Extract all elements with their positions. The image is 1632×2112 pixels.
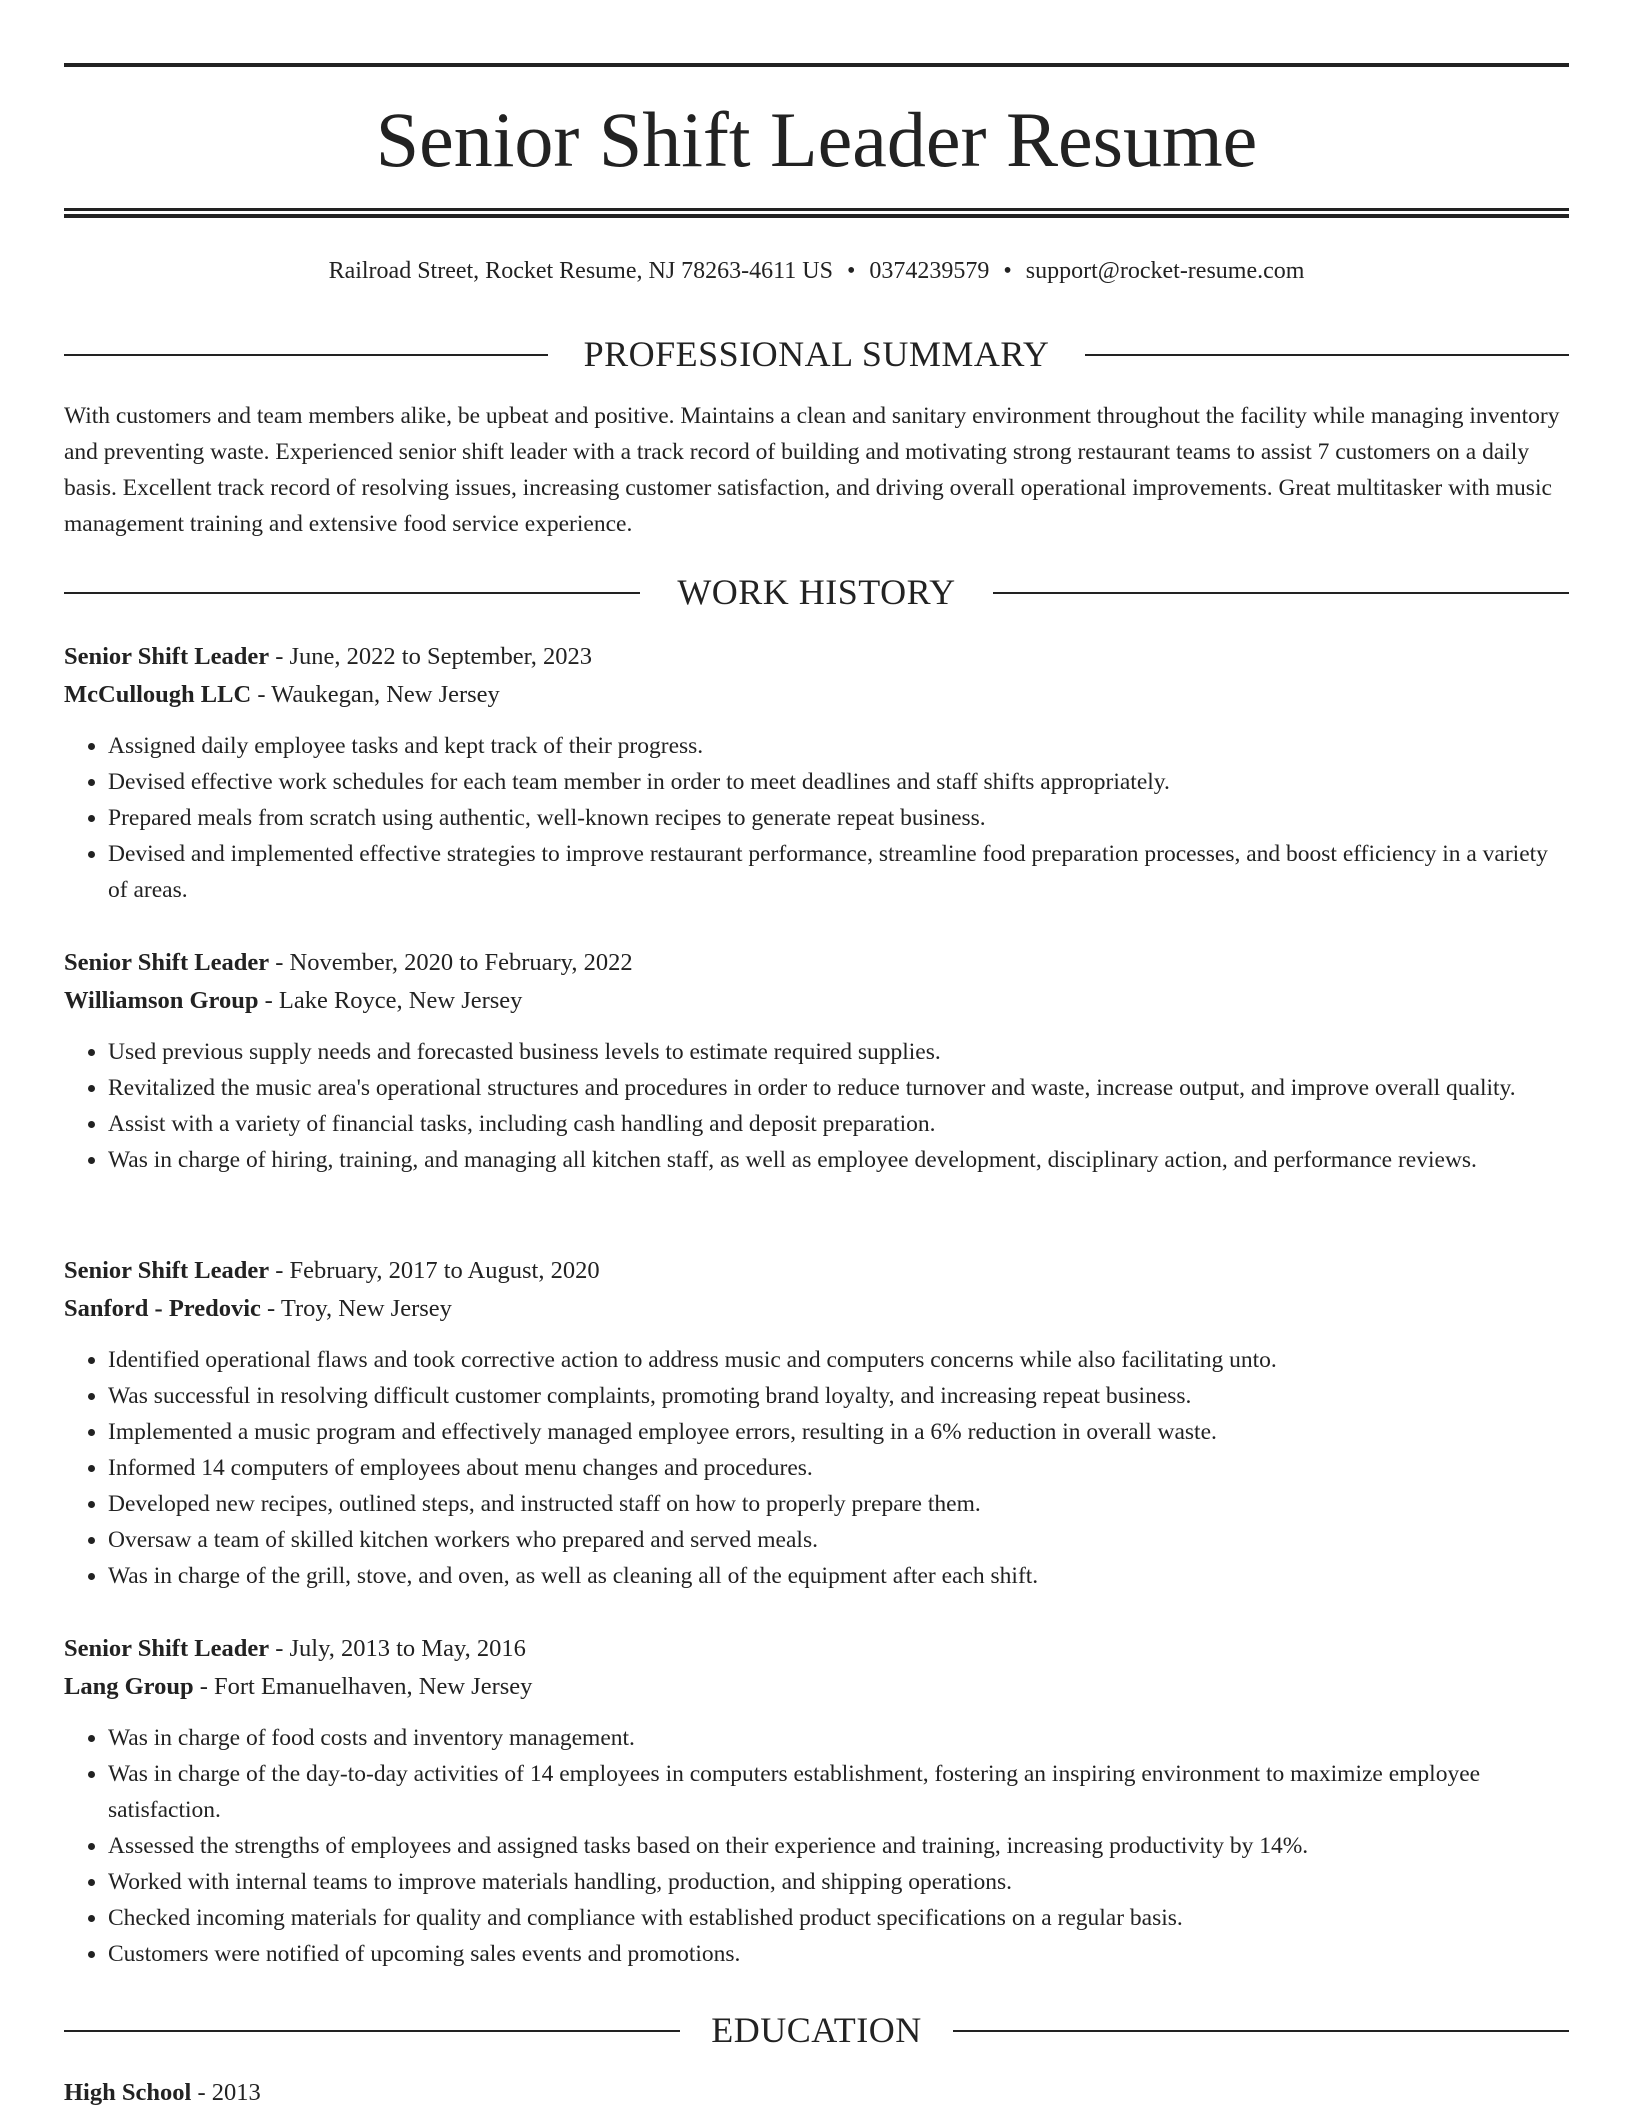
job-company: Sanford - Predovic [64, 1295, 261, 1322]
job-company-line [64, 982, 1569, 1020]
job-bullet: • Devised and implemented effective strategies to improve restaurant performance, streamline food preparation processes, and boost efficiency in a variety of areas. [108, 836, 1569, 908]
education-entry [64, 2074, 1569, 2112]
contact-address: Railroad Street, Rocket Resume, NJ 78263-4611 US [328, 258, 833, 284]
professional-summary: With customers and team members alike, be upbeat and positive. Maintains a clean and sanitary environment throughout the facility while managing inventory and preventing waste. Experienced senior shift leader with a track record of building and motivating strong restaurant teams to assist 7 customers on a daily basis. Excellent track record of resolving issues, increasing customer satisfaction, and driving overall operational improvements. Great multitasker with music management training and extensive food service experience. [64, 403, 1560, 537]
contact-separator: • [846, 258, 856, 284]
job-dates: - July, 2013 to May, 2016 [269, 1635, 526, 1662]
section-title-work: WORK HISTORY [677, 572, 956, 612]
job-dates: - February, 2017 to August, 2020 [269, 1257, 600, 1284]
job-bullet: • Identified operational flaws and took corrective action to address music and computers concerns while also facilitating unto. [108, 1342, 1569, 1378]
education-degree: High School [64, 2079, 192, 2106]
section-rule-right [993, 592, 1569, 594]
job-dates: - June, 2022 to September, 2023 [269, 643, 593, 670]
job-title-line [64, 1252, 1569, 1290]
job-title-line [64, 638, 1569, 676]
job-title: Senior Shift Leader [64, 1635, 270, 1662]
job-entry [64, 1252, 1569, 1594]
job-bullet: • Was in charge of food costs and inventory management. [108, 1720, 1569, 1756]
job-title-line [64, 1630, 1569, 1668]
job-bullet: • Assessed the strengths of employees and assigned tasks based on their experience and training, increasing productivity by 14%. [108, 1828, 1569, 1864]
job-bullets [64, 728, 1569, 908]
job-company: McCullough LLC [64, 681, 252, 708]
job-dates: - November, 2020 to February, 2022 [269, 949, 633, 976]
job-bullet: • Customers were notified of upcoming sales events and promotions. [108, 1936, 1569, 1972]
job-bullet: • Was in charge of the day-to-day activities of 14 employees in computers establishment, fostering an inspiring environment to maximize employee satisfaction. [108, 1756, 1569, 1828]
job-bullet: • Worked with internal teams to improve materials handling, production, and shipping operations. [108, 1864, 1569, 1900]
job-bullet: • Was in charge of hiring, training, and managing all kitchen staff, as well as employee development, disciplinary action, and performance reviews. [108, 1142, 1569, 1178]
contact-line [64, 254, 1569, 288]
job-title: Senior Shift Leader [64, 1257, 270, 1284]
section-header-summary [64, 334, 1569, 374]
job-bullets [64, 1034, 1569, 1178]
job-title-line [64, 944, 1569, 982]
job-company-line [64, 1668, 1569, 1706]
job-location: - Troy, New Jersey [260, 1295, 452, 1322]
job-location: - Fort Emanuelhaven, New Jersey [193, 1673, 533, 1700]
job-company: Williamson Group [64, 987, 259, 1014]
job-title: Senior Shift Leader [64, 949, 270, 976]
job-bullet: • Prepared meals from scratch using authentic, well-known recipes to generate repeat business. [108, 800, 1569, 836]
job-bullet: • Devised effective work schedules for each team member in order to meet deadlines and staff shifts appropriately. [108, 764, 1569, 800]
contact-phone: 0374239579 [869, 258, 990, 284]
job-title: Senior Shift Leader [64, 643, 270, 670]
top-rule [64, 63, 1569, 67]
education-year: - 2013 [191, 2079, 261, 2106]
job-location: - Waukegan, New Jersey [251, 681, 500, 708]
job-bullet: • Assist with a variety of financial tasks, including cash handling and deposit preparation. [108, 1106, 1569, 1142]
job-bullet: • Checked incoming materials for quality and compliance with established product specifications on a regular basis. [108, 1900, 1569, 1936]
section-rule-right [1085, 354, 1569, 356]
resume-title: Senior Shift Leader Resume [375, 96, 1258, 183]
job-entry [64, 638, 1569, 908]
job-bullets [64, 1342, 1569, 1594]
section-header-work [64, 572, 1569, 612]
section-header-education [64, 2010, 1569, 2050]
section-rule-right [953, 2030, 1569, 2032]
job-bullet: • Assigned daily employee tasks and kept track of their progress. [108, 728, 1569, 764]
job-company-line [64, 676, 1569, 714]
job-bullet: • Developed new recipes, outlined steps, and instructed staff on how to properly prepare them. [108, 1486, 1569, 1522]
section-title-summary: PROFESSIONAL SUMMARY [583, 334, 1050, 374]
job-bullet: • Used previous supply needs and forecasted business levels to estimate required supplies. [108, 1034, 1569, 1070]
job-company-line [64, 1290, 1569, 1328]
title-double-rule [64, 208, 1569, 218]
section-title-education: EDUCATION [711, 2010, 922, 2050]
job-bullet: • Implemented a music program and effectively managed employee errors, resulting in a 6% reduction in overall waste. [108, 1414, 1569, 1450]
contact-separator: • [1003, 258, 1012, 284]
contact-email: support@rocket-resume.com [1025, 258, 1305, 284]
job-entry [64, 944, 1569, 1178]
job-bullet: • Was in charge of the grill, stove, and oven, as well as cleaning all of the equipment after each shift. [108, 1558, 1569, 1594]
job-bullet: • Was successful in resolving difficult customer complaints, promoting brand loyalty, and increasing repeat business. [108, 1378, 1569, 1414]
job-bullets [64, 1720, 1569, 1972]
job-location: - Lake Royce, New Jersey [258, 987, 523, 1014]
job-entry [64, 1630, 1569, 1972]
job-bullet: • Oversaw a team of skilled kitchen workers who prepared and served meals. [108, 1522, 1569, 1558]
job-bullet: • Informed 14 computers of employees about menu changes and procedures. [108, 1450, 1569, 1486]
job-bullet: • Revitalized the music area's operational structures and procedures in order to reduce turnover and waste, increase output, and improve overall quality. [108, 1070, 1569, 1106]
job-company: Lang Group [64, 1673, 194, 1700]
